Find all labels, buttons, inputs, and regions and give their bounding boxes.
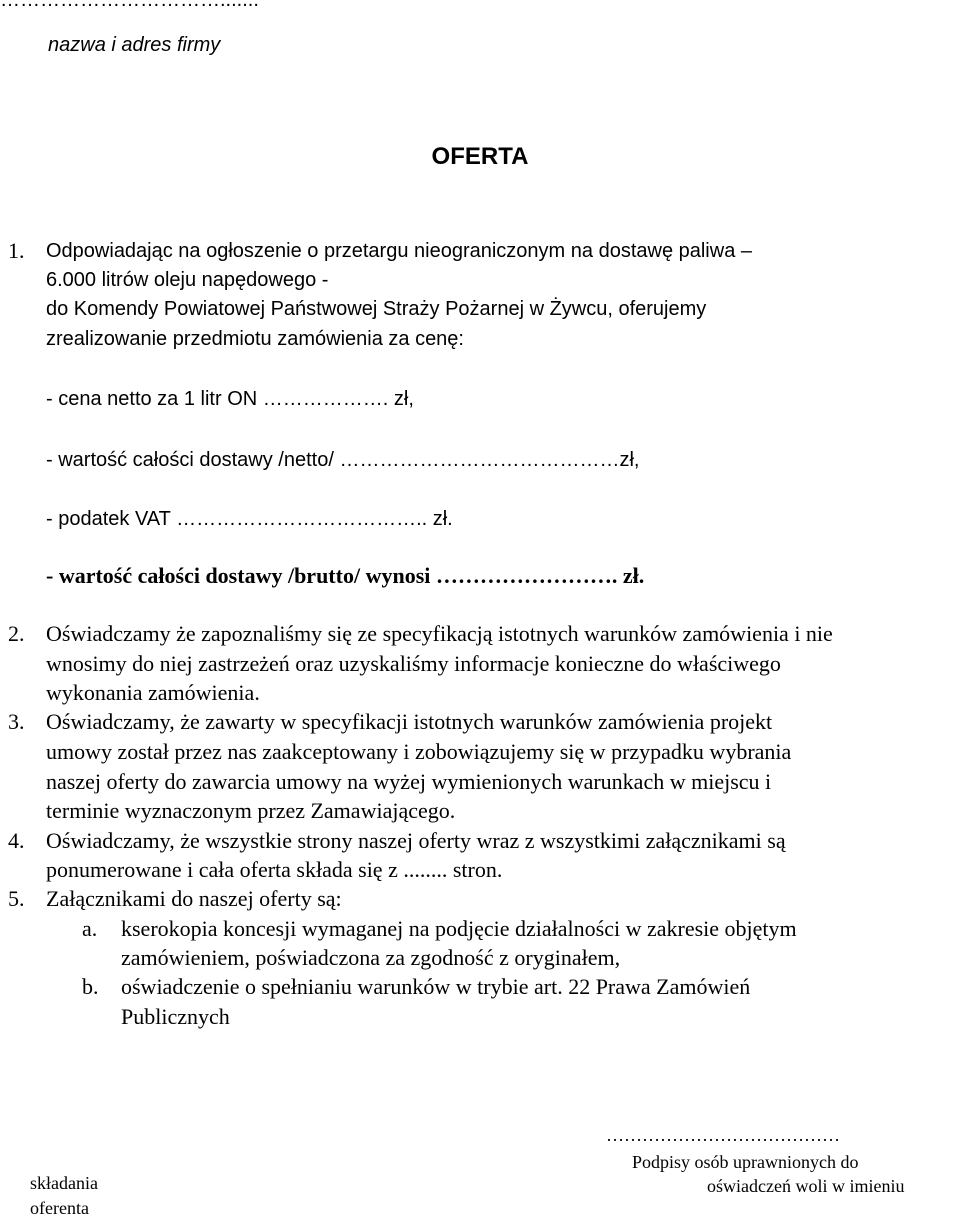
footer-left-line: składania xyxy=(30,1173,98,1193)
point-2-line: wnosimy do niej zastrzeżeń oraz uzyskaliśmy informacje konieczne do właściwego xyxy=(46,651,781,676)
attachment-a-line: kserokopia koncesji wymaganej na podjęcie działalności w zakresie objętym xyxy=(121,916,797,941)
attachment-a-letter: a. xyxy=(82,916,98,941)
point-5-line: Załącznikami do naszej oferty są: xyxy=(46,886,342,911)
attachment-b-line: oświadczenie o spełnianiu warunków w trybie art. 22 Prawa Zamówień xyxy=(121,974,751,999)
point-4-number: 4. xyxy=(8,828,25,853)
company-name-placeholder: nazwa i adres firmy xyxy=(48,34,221,56)
total-net-value: - wartość całości dostawy /netto/ ……………………………………zł, xyxy=(46,449,640,471)
point-3-line: umowy został przez nas zaakceptowany i zobowiązujemy się w przypadku wybrania xyxy=(46,739,792,764)
net-price-per-litre: - cena netto za 1 litr ON ………………. zł, xyxy=(46,388,414,410)
signature-dots: ………………………………… xyxy=(606,1125,840,1145)
point-1-line: 6.000 litrów oleju napędowego - xyxy=(46,269,329,291)
attachment-b-letter: b. xyxy=(82,974,99,999)
total-gross-value: - wartość całości dostawy /brutto/ wynosi ……………………. zł. xyxy=(46,563,645,588)
point-3-line: terminie wyznaczonym przez Zamawiającego. xyxy=(46,798,456,823)
point-5-number: 5. xyxy=(8,886,25,911)
point-2-line: wykonania zamówienia. xyxy=(46,680,260,705)
point-3-number: 3. xyxy=(8,709,25,734)
point-2-number: 2. xyxy=(8,621,25,646)
point-4-line: ponumerowane i cała oferta składa się z ........ stron. xyxy=(46,857,503,882)
signature-caption-line: oświadczeń woli w imieniu xyxy=(707,1176,905,1196)
point-3-line: Oświadczamy, że zawarty w specyfikacji istotnych warunków zamówienia projekt xyxy=(46,709,773,734)
point-3-line: naszej oferty do zawarcia umowy na wyżej wymienionych warunkach w miejscu i xyxy=(46,769,772,794)
signature-caption-line: Podpisy osób uprawnionych do xyxy=(632,1152,859,1172)
attachment-a-line: zamówieniem, poświadczona za zgodność z oryginałem, xyxy=(121,945,621,970)
vat-amount: - podatek VAT ……………………………….. zł. xyxy=(46,508,453,530)
point-1-line: do Komendy Powiatowej Państwowej Straży Pożarnej w Żywcu, oferujemy xyxy=(46,298,707,320)
footer-left-line: oferenta xyxy=(30,1198,89,1218)
attachment-b-line: Publicznych xyxy=(121,1004,230,1029)
point-4-line: Oświadczamy, że wszystkie strony naszej oferty wraz z wszystkimi załącznikami są xyxy=(46,828,786,853)
document-title: OFERTA xyxy=(431,143,529,170)
point-2-line: Oświadczamy że zapoznaliśmy się ze specyfikacją istotnych warunków zamówienia i nie xyxy=(46,621,833,646)
point-1-number: 1. xyxy=(8,238,25,263)
header-dots: ……………………………....... xyxy=(0,0,259,11)
point-1-line: Odpowiadając na ogłoszenie o przetargu nieograniczonym na dostawę paliwa – xyxy=(46,240,752,262)
point-1-line: zrealizowanie przedmiotu zamówienia za cenę: xyxy=(46,328,464,350)
